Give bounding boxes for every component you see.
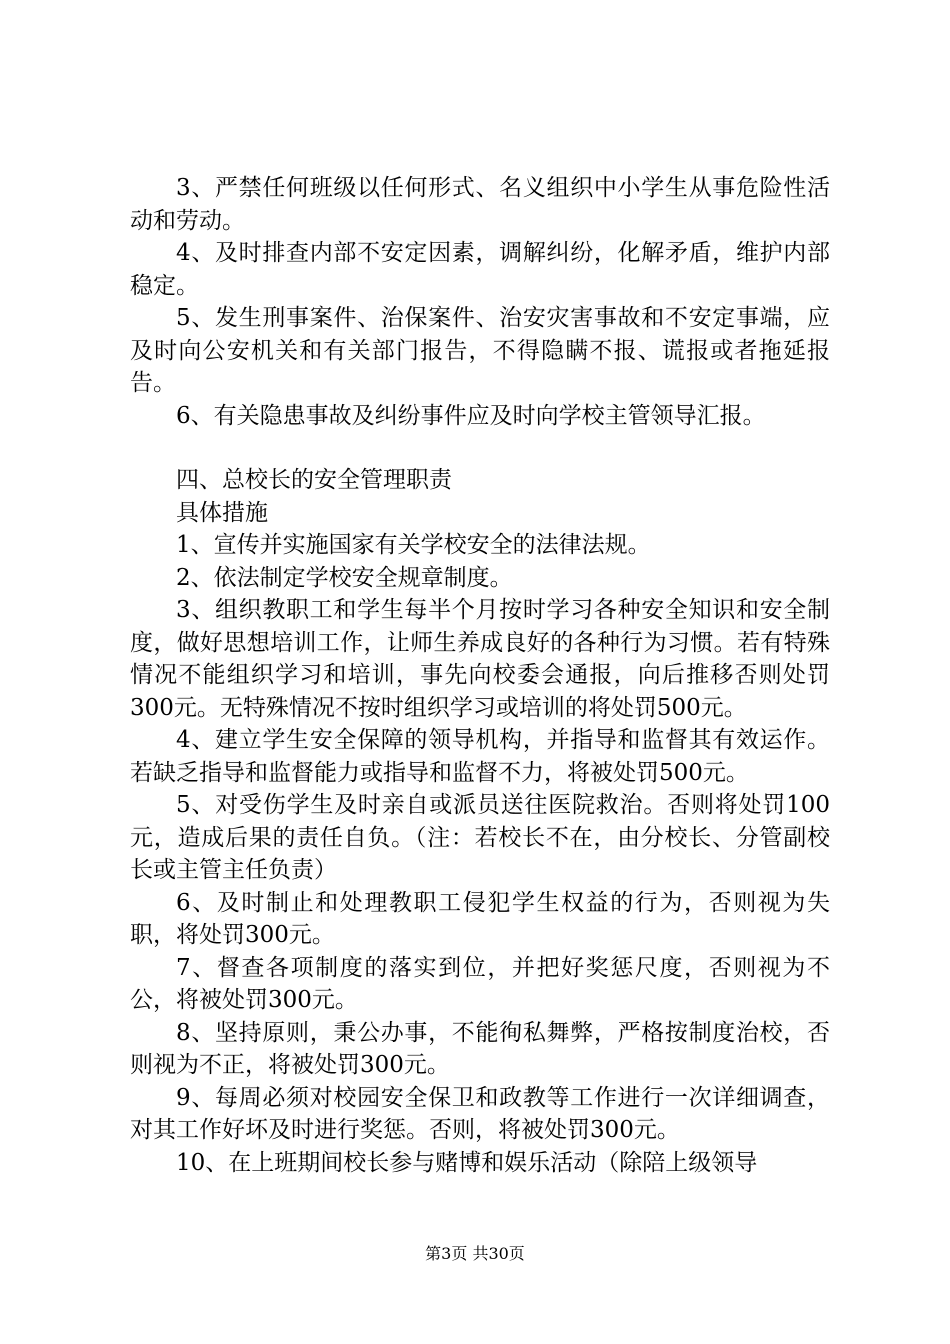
subsection-heading: 具体措施 <box>176 499 268 526</box>
paragraph-item-3: 3、严禁任何班级以任何形式、名义组织中小学生从事危险性活动和劳动。 <box>130 175 830 234</box>
measure-item-6: 6、及时制止和处理教职工侵犯学生权益的行为，否则视为失职，将处罚300元。 <box>130 889 830 948</box>
measure-item-9: 9、每周必须对校园安全保卫和政教等工作进行一次详细调查，对其工作好坏及时进行奖惩。否则，将被处罚300元。 <box>130 1084 830 1143</box>
section-heading: 四、总校长的安全管理职责 <box>176 467 452 493</box>
measure-item-1: 1、宣传并实施国家有关学校安全的法律法规。 <box>176 532 651 558</box>
measure-item-10: 10、在上班期间校长参与赌博和娱乐活动（除陪上级领导 <box>176 1149 758 1176</box>
measure-item-8: 8、坚持原则，秉公办事，不能徇私舞弊，严格按制度治校，否则视为不正，将被处罚300元。 <box>130 1019 830 1078</box>
measure-item-5: 5、对受伤学生及时亲自或派员送往医院救治。否则将处罚100元，造成后果的责任自负。（注：若校长不在，由分校长、分管副校长或主管主任负责） <box>130 792 830 883</box>
paragraph-item-4: 4、及时排查内部不安定因素，调解纠纷，化解矛盾，维护内部稳定。 <box>130 240 830 299</box>
paragraph-item-5: 5、发生刑事案件、治保案件、治安灾害事故和不安定事端，应及时向公安机关和有关部门报告，不得隐瞒不报、谎报或者拖延报告。 <box>130 305 830 396</box>
document-body <box>130 172 830 1179</box>
measure-item-2: 2、依法制定学校安全规章制度。 <box>176 564 513 591</box>
measure-item-7: 7、督查各项制度的落实到位，并把好奖惩尺度，否则视为不公，将被处罚300元。 <box>130 954 830 1013</box>
measure-item-4: 4、建立学生安全保障的领导机构，并指导和监督其有效运作。若缺乏指导和监督能力或指导和监督不力，将被处罚500元。 <box>130 727 830 786</box>
page-footer: 第3页 共30页 <box>425 1244 525 1263</box>
paragraph-item-6: 6、有关隐患事故及纠纷事件应及时向学校主管领导汇报。 <box>176 402 766 429</box>
measure-item-3: 3、组织教职工和学生每半个月按时学习各种安全知识和安全制度，做好思想培训工作，让师生养成良好的各种行为习惯。若有特殊情况不能组织学习和培训，事先向校委会通报，向后推移否则处罚300元。无特殊情况不按时组织学习或培训的将处罚500元。 <box>130 597 830 721</box>
